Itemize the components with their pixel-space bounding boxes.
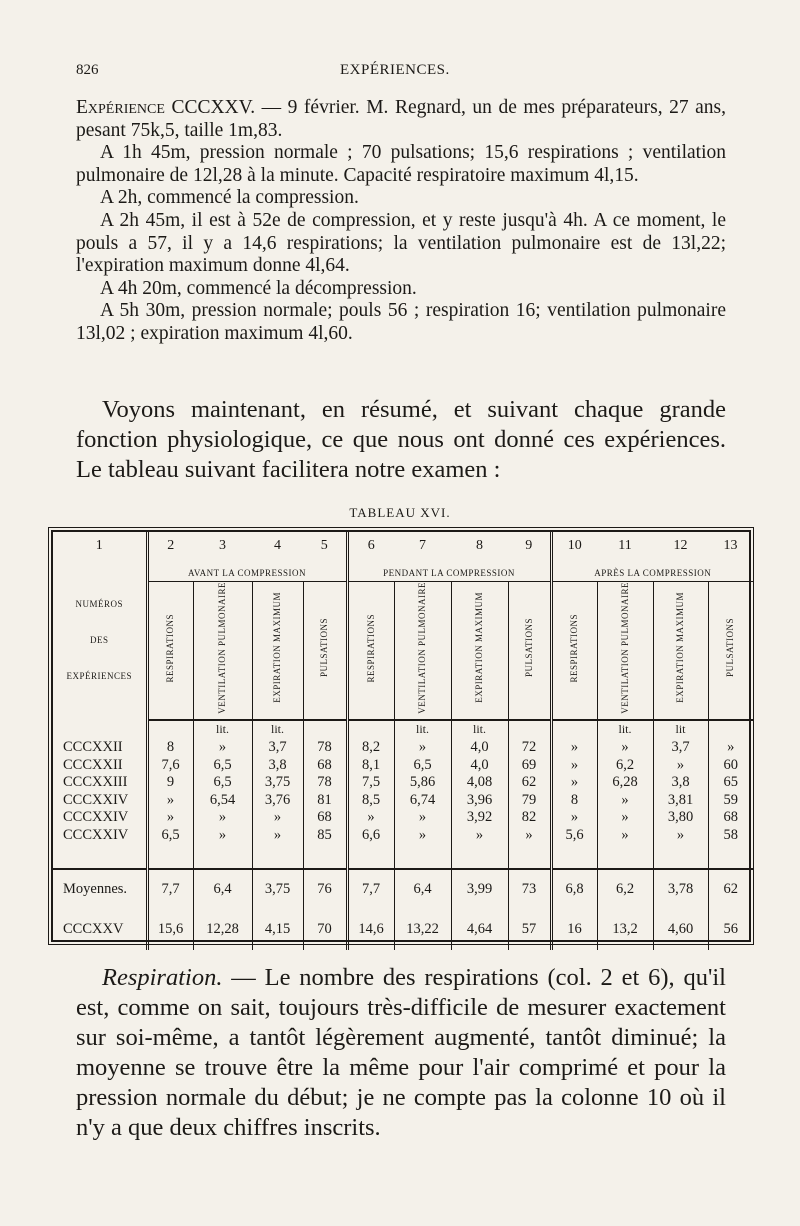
- table-cell: 82: [508, 809, 551, 827]
- table-cell: 6,2: [597, 869, 653, 910]
- table-cell: 3,96: [451, 791, 508, 809]
- table-cell: »: [147, 809, 193, 827]
- table-cell: 6,5: [193, 774, 252, 792]
- table-cell: 9: [147, 774, 193, 792]
- summary-row: [53, 910, 753, 950]
- table-cell: 70: [303, 910, 347, 950]
- group-header-row: [53, 560, 753, 582]
- table-cell: »: [597, 826, 653, 844]
- unit-cell: lit: [653, 720, 708, 739]
- table-cell: 8,1: [347, 756, 394, 774]
- table-cell: »: [551, 739, 597, 757]
- experiment-record: [76, 97, 726, 346]
- experiment-paragraph: A 2h, commencé la compression.: [100, 187, 359, 209]
- table-cell: 73: [508, 869, 551, 910]
- group-before-compression: AVANT LA COMPRESSION: [147, 560, 347, 582]
- table-row: [53, 756, 753, 774]
- column-number: 1: [95, 538, 103, 553]
- experiment-number-cell: CCCXXIV: [63, 826, 129, 843]
- experiment-number-cell: CCCXXIII: [63, 774, 128, 790]
- table-cell: 4,0: [451, 739, 508, 757]
- table-cell: 6,5: [394, 756, 451, 774]
- sub-header-ventilation: VENTILATION PULMONAIRE: [193, 582, 252, 720]
- sub-header-respirations: RESPIRATIONS: [347, 582, 394, 720]
- unit-row: [53, 720, 753, 739]
- table-cell: 60: [708, 756, 753, 774]
- table-cell: 6,4: [394, 869, 451, 910]
- unit-cell: [551, 720, 597, 739]
- unit-cell: [147, 720, 193, 739]
- table-cell: »: [551, 774, 597, 792]
- table-cell: 8: [147, 739, 193, 757]
- column-number: 10: [551, 532, 597, 560]
- experiment-subject: — 9 février. M. Regnard, un de mes préparateurs, 27 ans, pesant 75k,5, taille 1m,83.: [76, 97, 726, 141]
- running-title: EXPÉRIENCES.: [340, 62, 450, 78]
- table-cell: 6,6: [347, 826, 394, 844]
- table-cell: 7,7: [147, 869, 193, 910]
- table-cell: 4,0: [451, 756, 508, 774]
- page-number: 826: [76, 62, 99, 78]
- table-cell: 81: [303, 791, 347, 809]
- table-cell: 6,74: [394, 791, 451, 809]
- experiment-paragraph: A 5h 30m, pression normale; pouls 56 ; respiration 16; ventilation pulmonaire 13l,02 ; expiration maximum 4l,60.: [76, 300, 726, 344]
- column-number-row: [53, 532, 753, 560]
- experiment-paragraph: A 4h 20m, commencé la décompression.: [100, 277, 417, 299]
- sub-header-expiration: EXPIRATION MAXIMUM: [451, 582, 508, 720]
- experiment-paragraph: A 1h 45m, pression normale ; 70 pulsations; 15,6 respirations ; ventilation pulmonaire de 12l,28 à la minute. Capacité respiratoire maximum 4l,15.: [76, 142, 726, 186]
- table-cell: 6,5: [193, 756, 252, 774]
- table-cell: 3,8: [252, 756, 303, 774]
- column-number: 11: [618, 538, 632, 553]
- sub-header-row: [53, 582, 753, 720]
- intro-paragraph: Voyons maintenant, en résumé, et suivant chaque grande fonction physiologique, ce que nous ont donné ces expériences. Le tableau suivant facilitera notre examen :: [76, 396, 726, 483]
- table-cell: 4,15: [252, 910, 303, 950]
- table-cell: 68: [708, 809, 753, 827]
- sub-header-expiration: EXPIRATION MAXIMUM: [653, 582, 708, 720]
- table-cell: 65: [708, 774, 753, 792]
- experiment-number-cell: CCCXXII: [63, 739, 123, 755]
- table-cell: 69: [508, 756, 551, 774]
- table-cell: »: [551, 809, 597, 827]
- table-cell: »: [193, 809, 252, 827]
- table-cell: »: [193, 826, 252, 844]
- table-cell: 6,28: [597, 774, 653, 792]
- respiration-text: — Le nombre des respirations (col. 2 et 6), qu'il est, comme on sait, toujours très-difficile de mesurer exactement sur soi-même, a tantôt légèrement augmenté, tantôt diminué; la moyenne se trouve être la même pour l'air comprimé et pour la pression normale du début; je ne compte pas la colonne 10 où il n'y a que deux chiffres inscrits.: [76, 964, 726, 1141]
- table-cell: 78: [303, 739, 347, 757]
- unit-cell: [53, 720, 147, 739]
- table-row: [53, 791, 753, 809]
- table-cell: 85: [303, 826, 347, 844]
- table-cell: 3,75: [252, 774, 303, 792]
- table-caption: TABLEAU XVI.: [349, 505, 451, 520]
- column-number: 5: [320, 538, 328, 553]
- table-row: [53, 809, 753, 827]
- table-separator: [53, 844, 753, 869]
- table-cell: »: [147, 791, 193, 809]
- table-cell: 3,76: [252, 791, 303, 809]
- table-cell: »: [597, 791, 653, 809]
- table-cell: 3,92: [451, 809, 508, 827]
- table-cell: »: [508, 826, 551, 844]
- unit-cell: lit.: [394, 720, 451, 739]
- table-row: [53, 739, 753, 757]
- respiration-title: Respiration.: [102, 964, 223, 991]
- table-cell: 3,7: [252, 739, 303, 757]
- experiment-number-cell: CCCXXII: [63, 756, 123, 773]
- table-cell: »: [653, 826, 708, 844]
- column-number: 8: [476, 538, 483, 553]
- table-cell: 4,64: [451, 910, 508, 950]
- table-cell: 62: [508, 774, 551, 792]
- table-cell: »: [597, 739, 653, 757]
- experiment-title-paragraph: [76, 97, 726, 142]
- column-number: 4: [274, 538, 281, 553]
- table-cell: »: [708, 739, 753, 757]
- left-header-line: DES: [89, 634, 109, 645]
- table-cell: 3,99: [451, 869, 508, 910]
- table-cell: 7,5: [347, 774, 394, 792]
- experiment-number-cell: CCCXXIV: [63, 791, 129, 808]
- table-cell: 4,60: [653, 910, 708, 950]
- row-label-cell: Moyennes.: [63, 881, 128, 898]
- table-cell: 78: [303, 774, 347, 792]
- table-cell: 59: [708, 791, 753, 809]
- group-during-compression: PENDANT LA COMPRESSION: [347, 560, 551, 582]
- sub-header-expiration: EXPIRATION MAXIMUM: [252, 582, 303, 720]
- sub-header-pulsations: PULSATIONS: [303, 582, 347, 720]
- row-label-cell: CCCXXV: [63, 921, 124, 938]
- table-cell: 12,28: [193, 910, 252, 950]
- left-header-line: NUMÉROS: [75, 598, 123, 609]
- table-cell: 3,80: [653, 809, 708, 827]
- table-cell: »: [394, 739, 451, 757]
- row-label-header: [53, 560, 147, 720]
- table-cell: 16: [551, 910, 597, 950]
- table-cell: 3,75: [252, 869, 303, 910]
- unit-cell: [708, 720, 753, 739]
- sub-header-ventilation: VENTILATION PULMONAIRE: [597, 582, 653, 720]
- column-number: 6: [347, 532, 394, 560]
- table-cell: 62: [708, 869, 753, 910]
- table-cell: 7,7: [347, 869, 394, 910]
- experiment-paragraph: A 2h 45m, il est à 52e de compression, et y reste jusqu'à 4h. A ce moment, le pouls a 57, il y a 14,6 respirations; la ventilation pulmonaire est de 13l,22; l'expiration maximum donne 4l,64.: [76, 209, 726, 277]
- unit-cell: lit.: [193, 720, 252, 739]
- table-cell: 8,2: [347, 739, 394, 757]
- column-number: 7: [419, 538, 426, 553]
- table-cell: 68: [303, 756, 347, 774]
- experiment-title: Expérience CCCXXV.: [76, 97, 256, 118]
- group-after-compression: APRÈS LA COMPRESSION: [551, 560, 753, 582]
- unit-cell: [508, 720, 551, 739]
- table-cell: »: [252, 826, 303, 844]
- sub-header-pulsations: PULSATIONS: [508, 582, 551, 720]
- table-cell: 3,81: [653, 791, 708, 809]
- table-cell: 5,6: [551, 826, 597, 844]
- sub-header-respirations: RESPIRATIONS: [551, 582, 597, 720]
- unit-cell: lit.: [252, 720, 303, 739]
- table-cell: »: [394, 826, 451, 844]
- table-cell: 6,4: [193, 869, 252, 910]
- table-row: [53, 774, 753, 792]
- column-number: 13: [723, 538, 738, 553]
- table-cell: »: [394, 809, 451, 827]
- table-row: [53, 826, 753, 844]
- column-number: 12: [673, 538, 688, 553]
- table-cell: »: [597, 809, 653, 827]
- table-cell: 7,6: [147, 756, 193, 774]
- experiment-number-cell: CCCXXIV: [63, 809, 129, 825]
- data-table-frame: [51, 530, 751, 942]
- table-cell: 3,8: [653, 774, 708, 792]
- table-cell: 8: [551, 791, 597, 809]
- table-cell: 72: [508, 739, 551, 757]
- table-cell: »: [551, 756, 597, 774]
- table-cell: »: [193, 739, 252, 757]
- table-cell: 68: [303, 809, 347, 827]
- table-cell: »: [252, 809, 303, 827]
- sub-header-pulsations: PULSATIONS: [708, 582, 753, 720]
- unit-cell: [303, 720, 347, 739]
- table-cell: 6,2: [597, 756, 653, 774]
- unit-cell: [347, 720, 394, 739]
- table-cell: 15,6: [147, 910, 193, 950]
- table-cell: 57: [508, 910, 551, 950]
- averages-row: [53, 869, 753, 910]
- sub-header-ventilation: VENTILATION PULMONAIRE: [394, 582, 451, 720]
- table-cell: 6,8: [551, 869, 597, 910]
- table-cell: 6,5: [147, 826, 193, 844]
- table-cell: 76: [303, 869, 347, 910]
- table-cell: 5,86: [394, 774, 451, 792]
- table-cell: 8,5: [347, 791, 394, 809]
- left-header-line: EXPÉRIENCES: [66, 670, 132, 681]
- column-number: 3: [219, 538, 226, 553]
- table-cell: 79: [508, 791, 551, 809]
- table-cell: 3,7: [653, 739, 708, 757]
- column-number: 9: [525, 538, 533, 553]
- column-number: 2: [147, 532, 193, 560]
- table-cell: 3,78: [653, 869, 708, 910]
- table-cell: 13,2: [597, 910, 653, 950]
- table-cell: 14,6: [347, 910, 394, 950]
- table-cell: »: [347, 809, 394, 827]
- table-cell: 4,08: [451, 774, 508, 792]
- table-cell: 13,22: [394, 910, 451, 950]
- table-cell: 56: [708, 910, 753, 950]
- unit-cell: lit.: [597, 720, 653, 739]
- table-cell: »: [451, 826, 508, 844]
- respiration-paragraph: [76, 963, 726, 1143]
- unit-cell: lit.: [451, 720, 508, 739]
- data-table: [53, 532, 753, 950]
- sub-header-respirations: RESPIRATIONS: [147, 582, 193, 720]
- table-cell: »: [653, 756, 708, 774]
- table-cell: 6,54: [193, 791, 252, 809]
- running-header: [76, 62, 726, 84]
- table-cell: 58: [708, 826, 753, 844]
